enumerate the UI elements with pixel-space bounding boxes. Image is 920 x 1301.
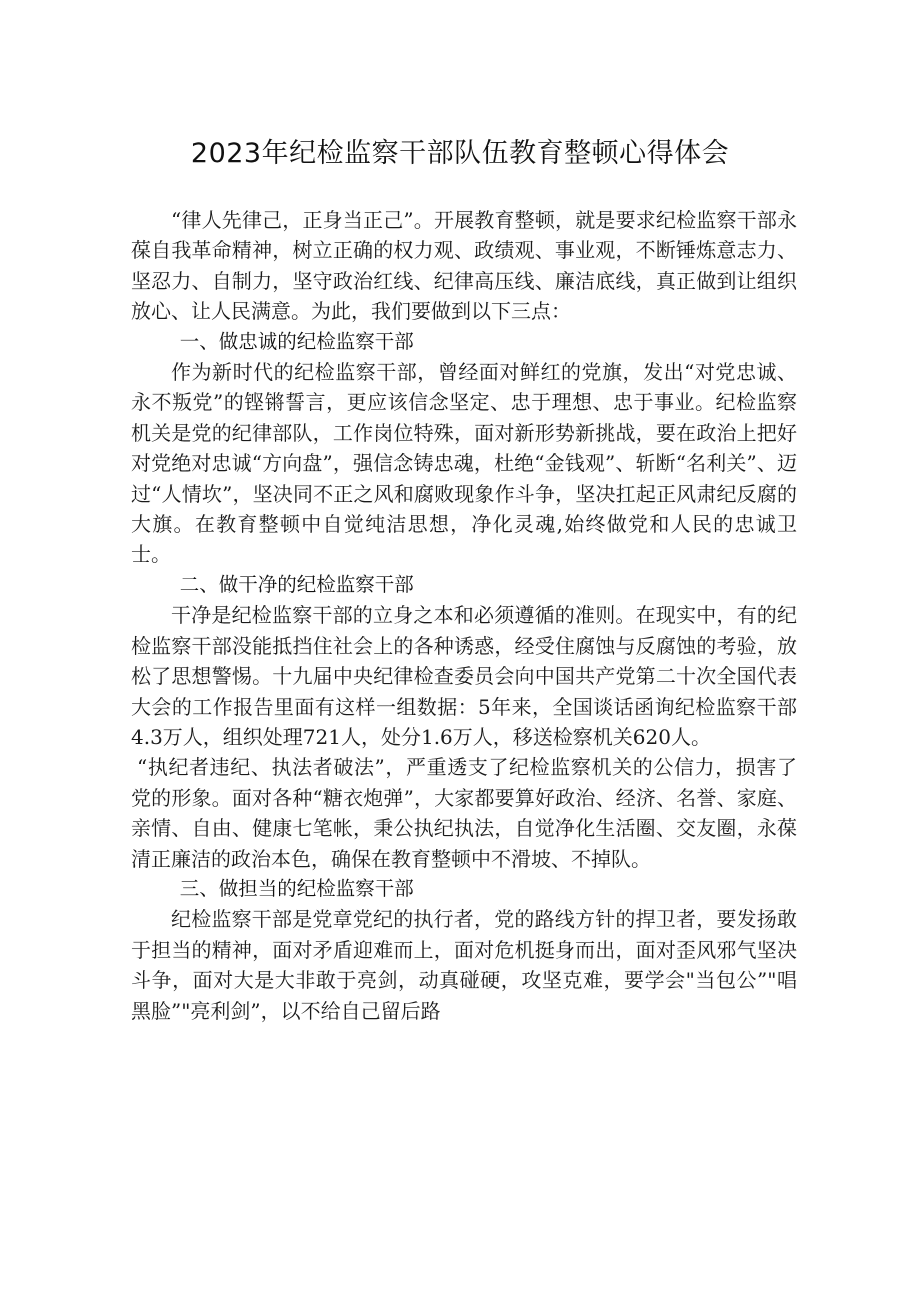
- section-2-paragraph-1: 干净是纪检监察干部的立身之本和必须遵循的准则。在现实中，有的纪检监察干部没能抵挡住社会上的各种诱惑，经受住腐蚀与反腐蚀的考验，放松了思想警惕。十九届中央纪律检查委员会向中国共产党第二十次全国代表大会的工作报告里面有这样一组数据：5年来，全国谈话函询纪检监察干部4.3万人，组织处理721人，处分1.6万人，移送检察机关620人。: [131, 603, 797, 749]
- section-3-paragraph: 纪检监察干部是党章党纪的执行者，党的路线方针的捍卫者，要发扬敢于担当的精神，面对矛盾迎难而上，面对危机挺身而出，面对歪风邪气坚决斗争，面对大是大非敢于亮剑，动真碰硬，攻坚克难，要学会"当包公”"唱黑脸”"亮利剑”，以不给自己留后路: [131, 907, 797, 1023]
- section-2-paragraph-2: “执纪者违纪、执法者破法”，严重透支了纪检监察机关的公信力，损害了党的形象。面对各种“糖衣炮弹”，大家都要算好政治、经济、名誉、家庭、亲情、自由、健康七笔帐，秉公执纪执法，自觉净化生活圈、交友圈，永葆清正廉洁的政治本色，确保在教育整顿中不滑坡、不掉队。: [131, 755, 797, 871]
- document-body: [131, 205, 797, 1026]
- section-1-heading: 一、做忠诚的纪检监察干部: [179, 329, 414, 353]
- section-3-heading: 三、做担当的纪检监察干部: [179, 876, 414, 900]
- section-2-heading: 二、做干净的纪检监察干部: [179, 572, 414, 596]
- intro-paragraph: “律人先律己，正身当正己”。开展教育整顿，就是要求纪检监察干部永葆自我革命精神，树立正确的权力观、政绩观、事业观，不断锤炼意志力、坚忍力、自制力，坚守政治红线、纪律高压线、廉洁底线，真正做到让组织放心、让人民满意。为此，我们要做到以下三点：: [131, 208, 797, 324]
- section-1-paragraph: 作为新时代的纪检监察干部，曾经面对鲜红的党旗，发出“对党忠诚、永不叛党”的铿锵誓言，更应该信念坚定、忠于理想、忠于事业。纪检监察机关是党的纪律部队，工作岗位特殊，面对新形势新挑战，要在政治上把好对党绝对忠诚“方向盘”，强信念铸忠魂，杜绝“金钱观”、斩断“名利关”、迈过“人情坎”，坚决同不正之风和腐败现象作斗争，坚决扛起正风肃纪反腐的大旗。在教育整顿中自觉纯洁思想，净化灵魂,始终做党和人民的忠诚卫士。: [131, 360, 797, 567]
- document-title: 2023年纪检监察干部队伍教育整顿心得体会: [190, 138, 730, 169]
